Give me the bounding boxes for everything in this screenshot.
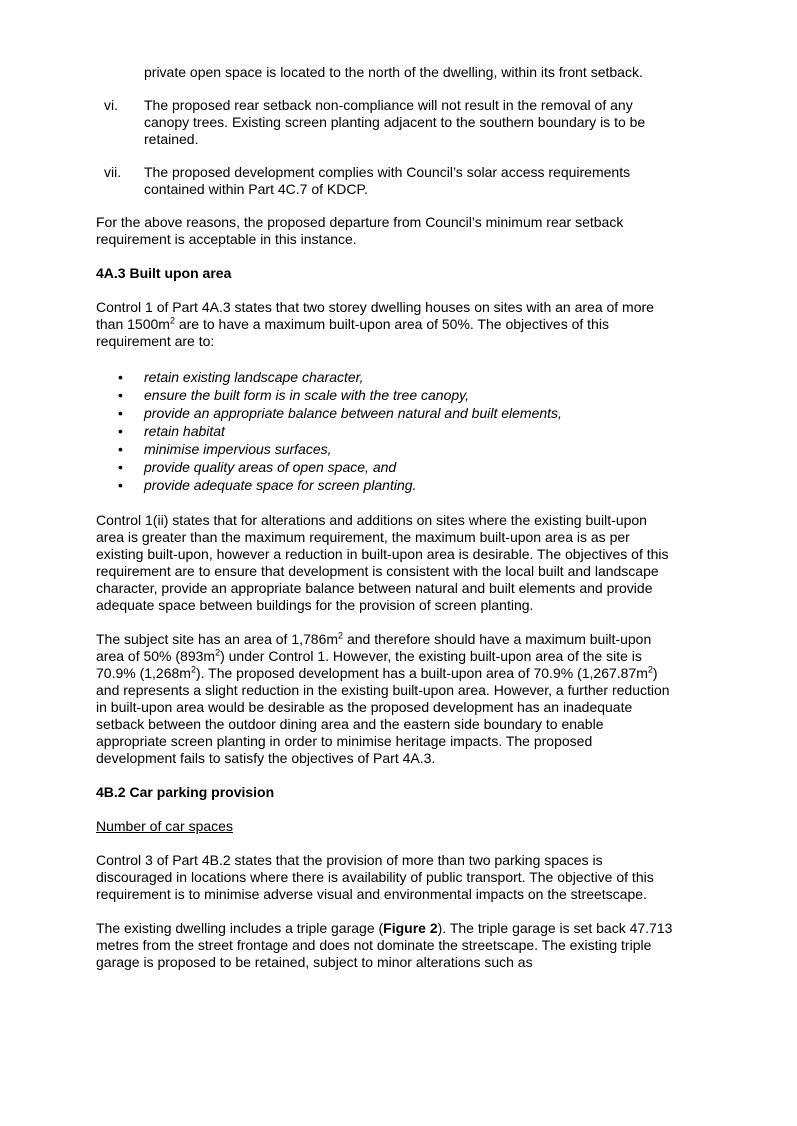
document-page xyxy=(96,64,674,971)
paragraph-control-1: Control 1 of Part 4A.3 states that two storey dwelling houses on sites with an area of more than $1500m^2$ are to have a maximum built-upon area of 50%. The objectives of this requirement are to: xyxy=(96,299,654,349)
objectives-list xyxy=(96,368,674,494)
bullet-icon: • xyxy=(118,477,123,493)
list-item: • provide adequate space for screen planting. xyxy=(118,477,417,493)
paragraph-control-1ii: Control 1(ii) states that for alterations and additions on sites where the existing built-upon area is greater than the maximum requirement, the maximum built-upon area is as per existing built-upon, however a reduction in built-upon area is desirable. The objectives of this requirement are to ensure that development is consistent with the local built and landscape character, provide an appropriate balance between natural and built elements and provide adequate space between buildings for the provision of screen planting. xyxy=(96,512,669,613)
bullet-icon: • xyxy=(118,441,123,457)
paragraph-control-3: Control 3 of Part 4B.2 states that the provision of more than two parking spaces is discouraged in locations where there is availability of public transport. The objective of this requirement is to minimise adverse visual and environmental impacts on the streetscape. xyxy=(96,852,654,902)
list-number: vi. xyxy=(104,97,118,113)
bullet-icon: • xyxy=(118,459,123,475)
list-item: • retain existing landscape character, xyxy=(118,369,364,385)
list-item-text: The proposed development complies with Council’s solar access requirements contained within Part 4C.7 of KDCP. xyxy=(144,164,631,197)
list-item-vii xyxy=(96,164,674,198)
list-number: vii. xyxy=(104,164,122,180)
bullet-icon: • xyxy=(118,405,123,421)
list-item: • retain habitat xyxy=(118,423,225,439)
list-item-text: The proposed rear setback non-compliance will not result in the removal of any canopy trees. Existing screen planting adjacent to the southern boundary is to be retained. xyxy=(144,97,646,147)
bullet-icon: • xyxy=(118,423,123,439)
figure-reference: Figure 2 xyxy=(383,920,438,936)
list-item-vi xyxy=(96,97,674,148)
bullet-icon: • xyxy=(118,387,123,403)
paragraph-garage: The existing dwelling includes a triple garage (Figure 2). The triple garage is set back 47.713 metres from the street frontage and does not dominate the streetscape. The existing triple garage is proposed to be retained, subject to minor alterations such as xyxy=(96,920,673,970)
list-item: • provide quality areas of open space, and xyxy=(118,459,397,475)
paragraph-reasons: For the above reasons, the proposed departure from Council’s minimum rear setback requirement is acceptable in this instance. xyxy=(96,214,624,247)
paragraph-subject-site: The subject site has an area of $1,786m^2$ and therefore should have a maximum built-upon area of 50% $(893m^2)$ under Control 1. However, the existing built-upon area of the site is 70.9% $(1,268m^2)$. The proposed development has a built-upon area of 70.9% $(1,267.87m^2)$ and represents a slight reduction in the existing built-upon area. However, a further reduction in built-upon area would be desirable as the proposed development has an inadequate setback between the outdoor dining area and the eastern side boundary to enable appropriate screen planting in order to minimise heritage impacts. The proposed development fails to satisfy the objectives of Part 4A.3. xyxy=(96,630,670,766)
list-item: • minimise impervious surfaces, xyxy=(118,441,332,457)
heading-car-parking: 4B.2 Car parking provision xyxy=(96,784,275,800)
list-item: • ensure the built form is in scale with the tree canopy, xyxy=(118,387,470,403)
continued-text: private open space is located to the north of the dwelling, within its front setback. xyxy=(144,64,643,80)
heading-built-upon-area: 4A.3 Built upon area xyxy=(96,265,232,281)
subheading-car-spaces: Number of car spaces xyxy=(96,818,233,834)
bullet-icon: • xyxy=(118,369,123,385)
list-item: • provide an appropriate balance between natural and built elements, xyxy=(118,405,562,421)
